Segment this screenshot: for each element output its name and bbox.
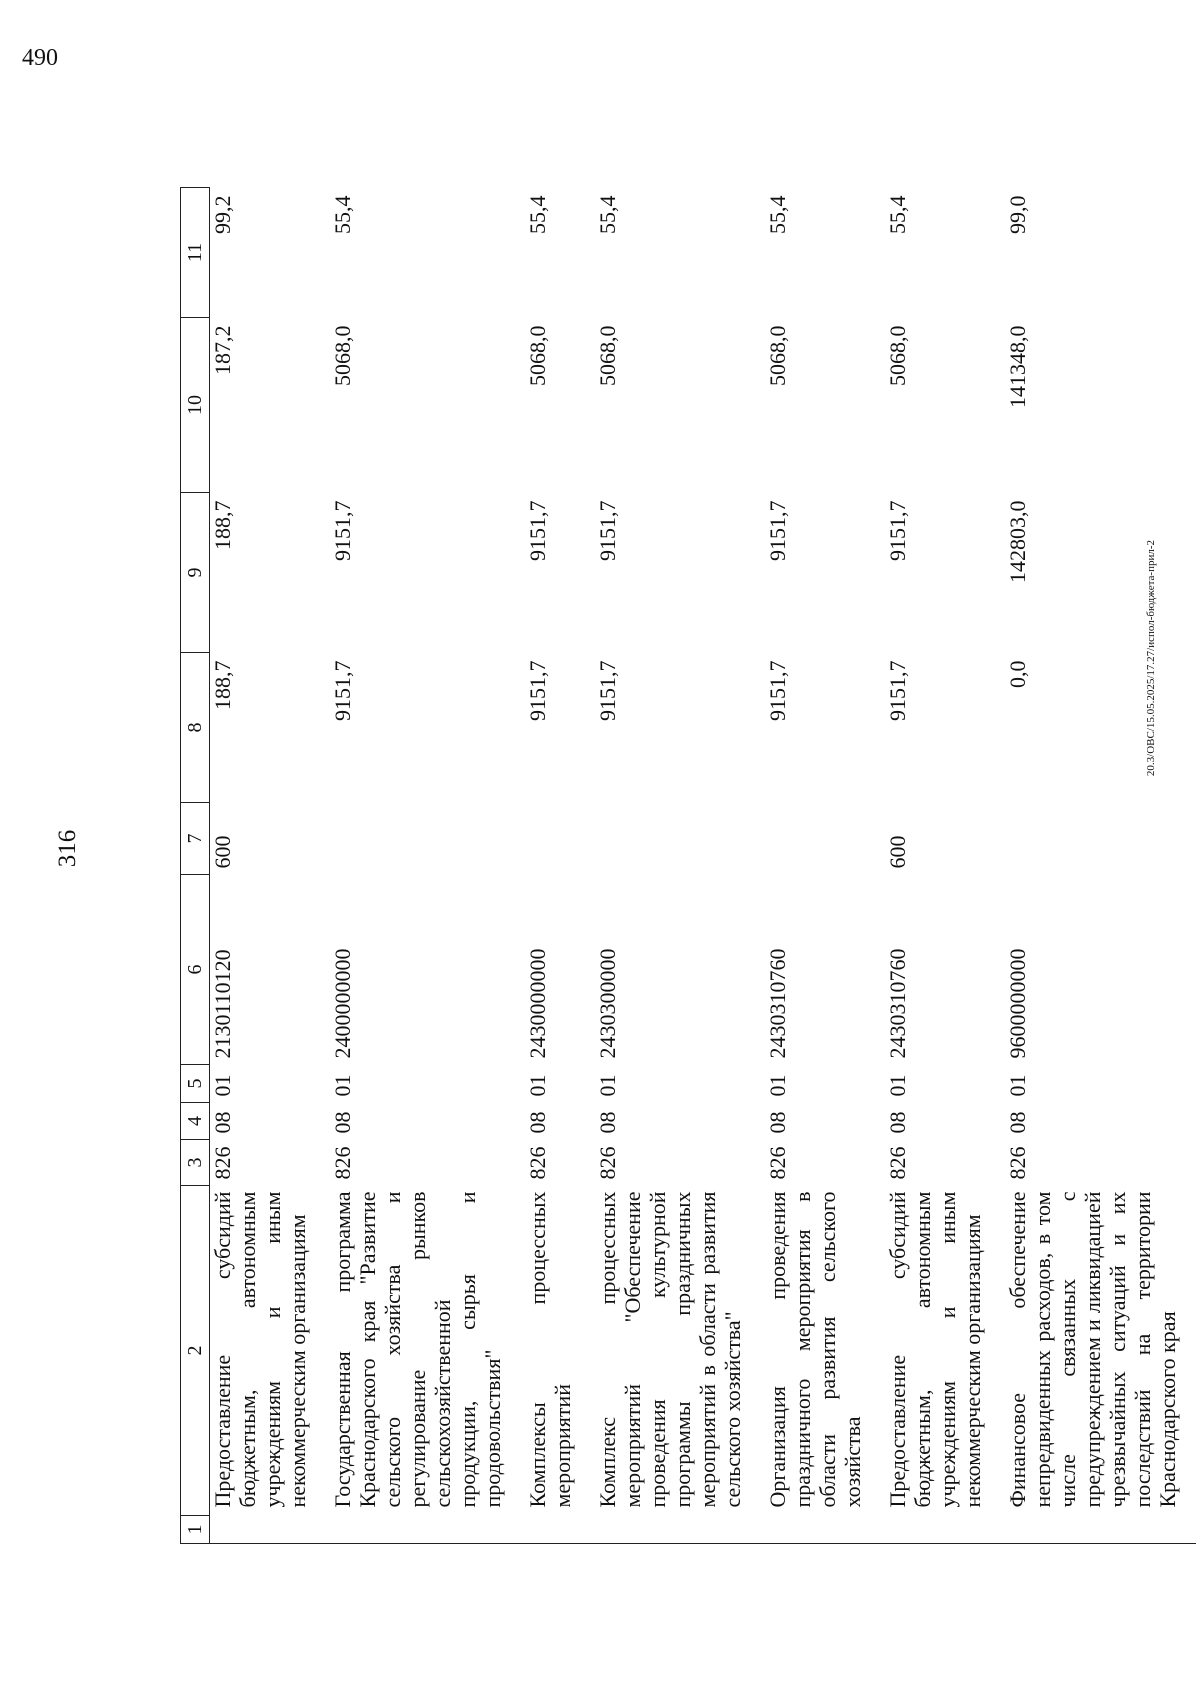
cell-c6: 2130110120 [210, 949, 235, 1059]
row-name: Организация проведения праздничного мероприятия в области развития сельского хозяйства [765, 1191, 865, 1508]
cell-c4: 08 [765, 1111, 790, 1134]
cell-c7 [521, 803, 591, 875]
row-index-cell [1001, 1516, 1196, 1544]
cell-c9: 9151,7 [330, 500, 355, 561]
column-header: 1 [181, 1516, 210, 1544]
cell-c11: 99,0 [1005, 195, 1030, 234]
cell-c10: 5068,0 [765, 325, 790, 386]
cell-c10: 5068,0 [525, 325, 550, 386]
cell-c8: 0,0 [1005, 660, 1030, 688]
column-header: 4 [181, 1103, 210, 1140]
cell-c4: 08 [1005, 1111, 1030, 1134]
cell-c5: 01 [525, 1074, 550, 1097]
column-header: 9 [181, 493, 210, 653]
cell-c5: 01 [330, 1074, 355, 1097]
cell-c11: 55,4 [765, 195, 790, 234]
cell-c5: 01 [1005, 1074, 1030, 1097]
cell-c6: 2400000000 [330, 948, 355, 1059]
column-header: 6 [181, 875, 210, 1065]
cell-c7: 600 [885, 835, 910, 869]
cell-c4: 08 [525, 1111, 550, 1134]
sheet-number: 490 [22, 45, 58, 71]
column-header: 3 [181, 1140, 210, 1186]
column-header: 7 [181, 803, 210, 875]
cell-c10: 141348,0 [1005, 325, 1030, 408]
column-header: 5 [181, 1065, 210, 1103]
cell-c7 [1001, 803, 1196, 875]
column-header: 2 [181, 1186, 210, 1516]
table-row [881, 188, 1001, 1544]
cell-c4: 08 [210, 1111, 235, 1134]
row-name: Предоставление субсидий бюджетным, автономным учреждениям и иным некоммерческим организациям [210, 1191, 310, 1508]
row-index-cell [591, 1516, 761, 1544]
row-name: Комплекс процессных мероприятий "Обеспечение проведения культурной программы праздничных мероприятий в области развития сельского хозяйства" [595, 1191, 745, 1508]
cell-c8: 9151,7 [525, 660, 550, 721]
cell-c9: 9151,7 [525, 500, 550, 561]
row-name: Финансовое обеспечение непредвиденных расходов, в том числе связанных с предупреждением и ликвидацией чрезвычайных ситуаций и их последствий на территории Краснодарского края [1005, 1191, 1180, 1508]
row-index-cell [761, 1516, 881, 1544]
row-index-cell [326, 1516, 521, 1544]
cell-c7: 600 [210, 835, 235, 869]
cell-c5: 01 [885, 1074, 910, 1097]
cell-c4: 08 [330, 1111, 355, 1134]
cell-c3: 826 [595, 1146, 620, 1180]
row-index-cell [521, 1516, 591, 1544]
cell-c11: 99,2 [210, 195, 235, 234]
cell-c8: 9151,7 [595, 660, 620, 721]
cell-c11: 55,4 [330, 195, 355, 234]
table-row [761, 188, 881, 1544]
cell-c6: 2430310760 [765, 948, 790, 1059]
cell-c10: 5068,0 [330, 325, 355, 386]
cell-c8: 9151,7 [330, 660, 355, 721]
cell-c9: 9151,7 [885, 500, 910, 561]
cell-c5: 01 [595, 1074, 620, 1097]
column-header: 10 [181, 318, 210, 493]
cell-c4: 08 [885, 1111, 910, 1134]
cell-c10: 5068,0 [595, 325, 620, 386]
budget-table [180, 187, 1196, 1544]
cell-c3: 826 [525, 1146, 550, 1180]
table-row [1001, 188, 1196, 1544]
cell-c3: 826 [210, 1146, 235, 1180]
cell-c6: 2430310760 [885, 948, 910, 1059]
column-header: 11 [181, 188, 210, 318]
cell-c8: 188,7 [210, 660, 235, 710]
row-index-cell [881, 1516, 1001, 1544]
cell-c9: 142803,0 [1005, 500, 1030, 583]
cell-c9: 188,7 [210, 500, 235, 550]
table-row [591, 188, 761, 1544]
cell-c10: 187,2 [210, 325, 235, 375]
cell-c6: 2430000000 [525, 948, 550, 1059]
cell-c3: 826 [885, 1146, 910, 1180]
cell-c7 [591, 803, 761, 875]
cell-c7 [326, 803, 521, 875]
table-row [210, 188, 327, 1544]
cell-c8: 9151,7 [765, 660, 790, 721]
cell-c8: 9151,7 [885, 660, 910, 721]
cell-c6: 2430300000 [595, 948, 620, 1059]
cell-c6: 9600000000 [1005, 948, 1030, 1059]
cell-c3: 826 [1005, 1146, 1030, 1180]
page-number: 316 [54, 829, 81, 868]
cell-c7 [761, 803, 881, 875]
cell-c11: 55,4 [595, 195, 620, 234]
row-index-cell [210, 1516, 327, 1544]
cell-c9: 9151,7 [765, 500, 790, 561]
row-name: Государственная программа Краснодарского края "Развитие сельского хозяйства и регулирование рынков сельскохозяйственной продукции, сырья и продовольствия" [330, 1191, 505, 1508]
row-name: Предоставление субсидий бюджетным, автономным учреждениям и иным некоммерческим организациям [885, 1191, 985, 1508]
header-row [181, 188, 210, 1544]
table-row [521, 188, 591, 1544]
cell-c5: 01 [765, 1074, 790, 1097]
cell-c10: 5068,0 [885, 325, 910, 386]
cell-c11: 55,4 [885, 195, 910, 234]
document-code: 20.3/ОВС/15.05.2025/17.27/испол-бюджета-прил-2 [1145, 540, 1157, 777]
table-row [326, 188, 521, 1544]
column-header: 8 [181, 653, 210, 803]
cell-c9: 9151,7 [595, 500, 620, 561]
cell-c4: 08 [595, 1111, 620, 1134]
cell-c3: 826 [330, 1146, 355, 1180]
cell-c3: 826 [765, 1146, 790, 1180]
row-name: Комплексы процессных мероприятий [525, 1191, 575, 1508]
cell-c5: 01 [210, 1074, 235, 1097]
cell-c11: 55,4 [525, 195, 550, 234]
